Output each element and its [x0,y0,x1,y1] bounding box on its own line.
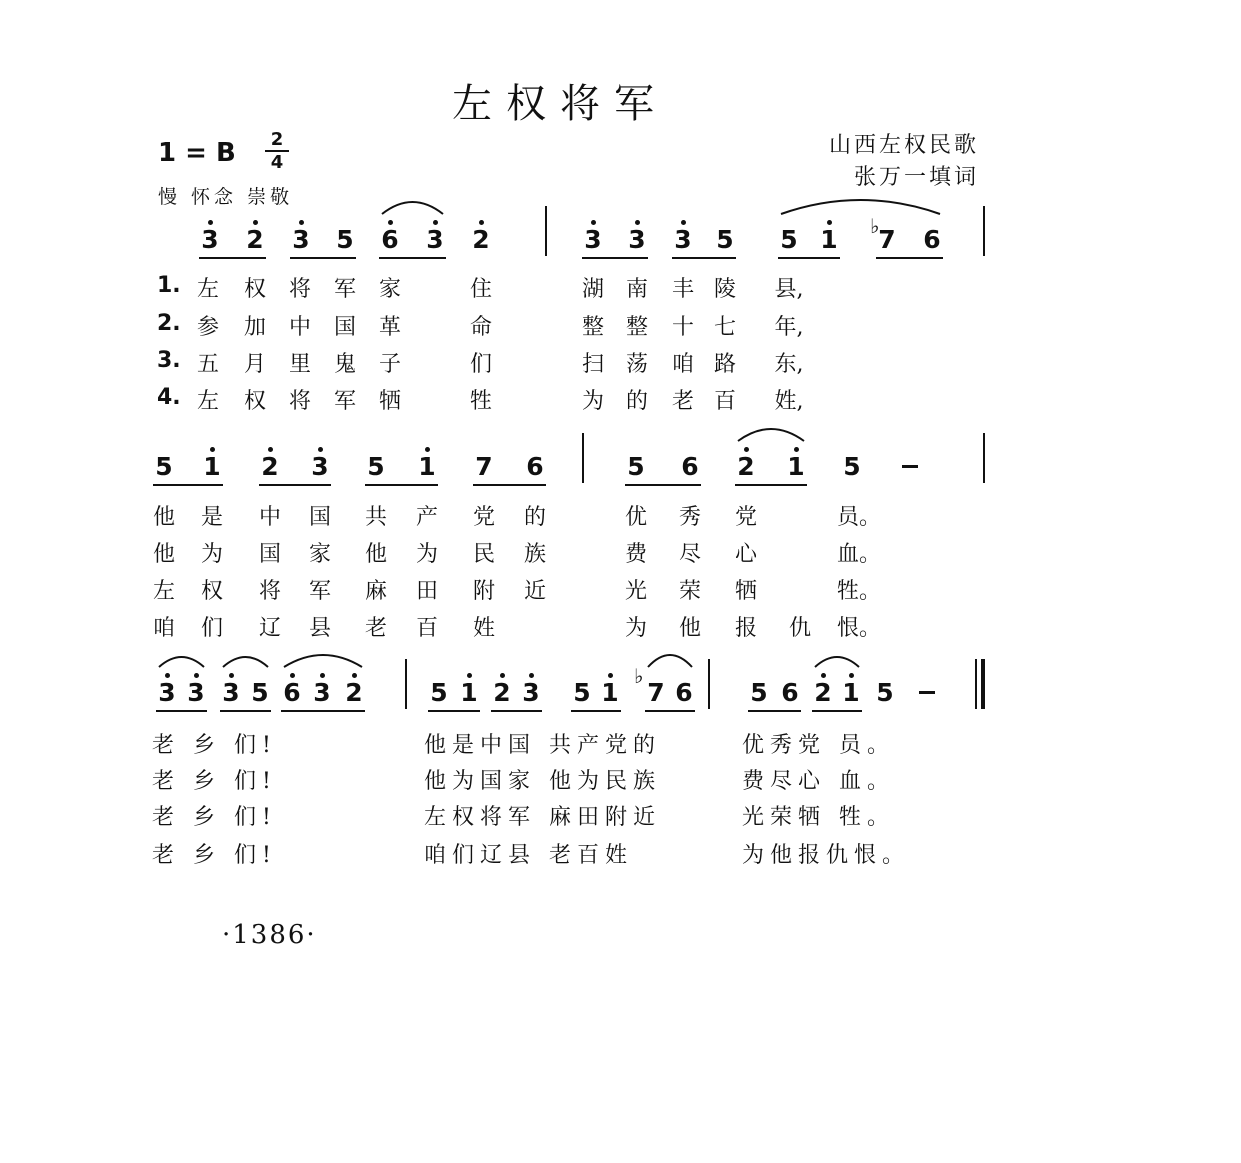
eighth-beam [491,710,542,712]
eighth-beam [778,257,840,259]
eighth-beam [571,710,621,712]
lyric-char: 共 [364,505,387,530]
lyric-char: 费 [624,542,647,567]
jianpu-note: 3 [313,678,331,707]
lyric-phrase: 老 乡 们! [152,733,277,758]
lyric-char: 为 [415,542,438,567]
lyric-char: 为 [200,542,223,567]
lyric-phrase: 光荣牺 牲。 [742,805,895,830]
jianpu-note: 6 [781,678,799,707]
jianpu-note: 3 [426,225,444,254]
eighth-beam [428,710,480,712]
octave-dot [827,220,832,225]
eighth-beam [645,710,695,712]
lyric-char: 左 [152,579,175,604]
jianpu-note: 1 [418,452,436,481]
lyric-char: 子 [378,352,401,377]
jianpu-note: 6 [283,678,301,707]
octave-dot [352,673,357,678]
lyric-char: 百 [415,616,438,641]
lyric-char: 牲 [469,389,492,414]
jianpu-note: 5 [627,452,645,481]
lyric-phrase: 左权将军 麻田附近 [424,805,661,830]
lyric-char: 左 [196,389,219,414]
jianpu-note: 3 [522,678,540,707]
lyric-char: 国 [308,505,331,530]
octave-dot [821,673,826,678]
jianpu-note: 5 [780,225,798,254]
lyric-char: 附 [472,579,495,604]
lyric-char: 的 [523,505,546,530]
lyric-char: 的 [625,389,648,414]
key-signature: 1 = B [158,138,236,168]
jianpu-note: 3 [628,225,646,254]
lyric-char: 七 [713,315,736,340]
lyric-char: 东, [774,352,804,377]
time-signature-top: 2 [270,129,284,150]
lyric-char: 近 [523,579,546,604]
octave-dot [165,673,170,678]
lyric-char: 产 [415,505,438,530]
final-bar-line [981,659,985,709]
lyric-char: 年, [774,315,804,340]
jianpu-note: 6 [526,452,544,481]
bar-line [983,206,985,256]
jianpu-note: 3 [187,678,205,707]
lyric-char: 咱 [671,352,694,377]
slur-mark [779,196,942,216]
eighth-beam [156,710,207,712]
jianpu-note: 1 [601,678,619,707]
lyric-char: 权 [243,389,266,414]
octave-dot [320,673,325,678]
slur-mark [736,423,806,443]
sustain-dash [919,691,935,694]
octave-dot [253,220,258,225]
lyric-char: 路 [713,352,736,377]
lyric-char: 老 [671,389,694,414]
lyric-char: 将 [288,277,311,302]
jianpu-note: 3 [222,678,240,707]
jianpu-note: 5 [155,452,173,481]
eighth-beam [379,257,446,259]
lyric-char: 党 [472,505,495,530]
lyric-char: 家 [308,542,331,567]
jianpu-note: 5 [876,678,894,707]
slur-mark [157,649,206,669]
octave-dot [467,673,472,678]
bar-line [708,659,710,709]
octave-dot [479,220,484,225]
slur-mark [221,649,270,669]
lyric-char: 丰 [671,277,694,302]
lyric-char: 国 [333,315,356,340]
jianpu-note: 2 [814,678,832,707]
octave-dot [635,220,640,225]
lyric-char: 月 [243,352,266,377]
lyric-char: 整 [625,315,648,340]
jianpu-note: 6 [381,225,399,254]
lyric-char: 十 [671,315,694,340]
lyric-char: 是 [200,505,223,530]
lyric-char: 报 [734,616,757,641]
lyric-char: 党 [734,505,757,530]
lyric-char: 仇 [788,616,811,641]
page-number: ·1386· [222,920,317,950]
slur-mark [282,649,364,669]
jianpu-note: 3 [584,225,602,254]
lyric-char: 田 [415,579,438,604]
lyric-char: 扫 [581,352,604,377]
jianpu-note: 3 [292,225,310,254]
lyric-char: 他 [152,505,175,530]
lyric-char: 军 [308,579,331,604]
lyric-char: 麻 [364,579,387,604]
lyric-char: 里 [288,352,311,377]
lyric-char: 尽 [678,542,701,567]
octave-dot [268,447,273,452]
octave-dot [388,220,393,225]
octave-dot [210,447,215,452]
lyric-char: 国 [258,542,281,567]
octave-dot [433,220,438,225]
lyric-char: 中 [258,505,281,530]
jianpu-note: 7 [647,678,665,707]
jianpu-note: 1 [203,452,221,481]
jianpu-note: 1 [460,678,478,707]
slur-mark [646,649,694,669]
octave-dot [425,447,430,452]
lyric-char: 们 [469,352,492,377]
lyric-phrase: 老 乡 们! [152,769,277,794]
lyric-char: 湖 [581,277,604,302]
lyric-char: 住 [469,277,492,302]
lyric-char: 命 [469,315,492,340]
eighth-beam [290,257,356,259]
lyric-char: 员。 [837,505,882,530]
jianpu-note: 1 [842,678,860,707]
jianpu-note: 5 [367,452,385,481]
jianpu-note: 2 [246,225,264,254]
octave-dot [681,220,686,225]
lyric-char: 参 [196,315,219,340]
eighth-beam [735,484,807,486]
lyric-char: 鬼 [333,352,356,377]
octave-dot [318,447,323,452]
credit-source: 山西左权民歌 [828,133,979,158]
octave-dot [744,447,749,452]
lyric-char: 家 [378,277,401,302]
eighth-beam [582,257,648,259]
lyric-char: 优 [624,505,647,530]
jianpu-note: 7 [475,452,493,481]
eighth-beam [672,257,736,259]
jianpu-note: 7 [878,225,896,254]
lyric-char: 他 [678,616,701,641]
jianpu-note: 5 [336,225,354,254]
sustain-dash [902,465,918,468]
lyric-phrase: 费尽心 血。 [742,769,895,794]
lyric-char: 将 [288,389,311,414]
octave-dot [849,673,854,678]
lyric-char: 县, [774,277,804,302]
jianpu-note: 2 [261,452,279,481]
lyric-char: 辽 [258,616,281,641]
verse-number: 2. [157,311,181,336]
lyric-char: 秀 [678,505,701,530]
eighth-beam [625,484,701,486]
time-signature-bottom: 4 [270,152,284,173]
jianpu-note: 6 [923,225,941,254]
bar-line [975,659,977,709]
lyric-char: 陵 [713,277,736,302]
lyric-phrase: 优秀党 员。 [742,733,895,758]
song-title: 左权将军 [452,81,668,127]
octave-dot [608,673,613,678]
time-signature [265,130,289,172]
bar-line [582,433,584,483]
eighth-beam [281,710,365,712]
lyric-char: 为 [581,389,604,414]
flat-sign: ♭ [870,214,880,238]
jianpu-note: 1 [820,225,838,254]
lyric-char: 权 [243,277,266,302]
lyric-char: 南 [625,277,648,302]
verse-number: 4. [157,385,181,410]
jianpu-note: 5 [251,678,269,707]
lyric-char: 加 [243,315,266,340]
eighth-beam [876,257,943,259]
credit-lyricist: 张万一填词 [853,165,979,190]
bar-line [405,659,407,709]
lyric-char: 他 [152,542,175,567]
lyric-char: 们 [200,616,223,641]
eighth-beam [812,710,862,712]
lyric-char: 整 [581,315,604,340]
jianpu-note: 3 [158,678,176,707]
octave-dot [194,673,199,678]
octave-dot [529,673,534,678]
lyric-char: 革 [378,315,401,340]
octave-dot [208,220,213,225]
eighth-beam [473,484,546,486]
eighth-beam [748,710,801,712]
jianpu-note: 5 [716,225,734,254]
lyric-char: 牺 [734,579,757,604]
lyric-char: 百 [713,389,736,414]
octave-dot [591,220,596,225]
slur-mark [380,196,445,216]
lyric-phrase: 老 乡 们! [152,843,277,868]
lyric-char: 荣 [678,579,701,604]
lyric-char: 左 [196,277,219,302]
eighth-beam [365,484,438,486]
slur-mark [813,649,861,669]
lyric-char: 血。 [837,542,882,567]
bar-line [545,206,547,256]
jianpu-note: 3 [201,225,219,254]
lyric-phrase: 他为国家 他为民族 [424,769,661,794]
lyric-char: 为 [624,616,647,641]
eighth-beam [259,484,331,486]
jianpu-note: 5 [750,678,768,707]
octave-dot [794,447,799,452]
lyric-char: 光 [624,579,647,604]
lyric-char: 老 [364,616,387,641]
lyric-char: 恨。 [837,616,882,641]
lyric-phrase: 他是中国 共产党的 [424,733,661,758]
jianpu-note: 5 [843,452,861,481]
lyric-char: 族 [523,542,546,567]
jianpu-note: 5 [573,678,591,707]
lyric-char: 牲。 [837,579,882,604]
lyric-char: 姓 [472,616,495,641]
lyric-char: 荡 [625,352,648,377]
eighth-beam [220,710,271,712]
lyric-char: 咱 [152,616,175,641]
octave-dot [500,673,505,678]
lyric-phrase: 老 乡 们! [152,805,277,830]
jianpu-note: 6 [675,678,693,707]
tempo-marking: 慢 怀念 崇敬 [158,186,294,208]
eighth-beam [199,257,266,259]
lyric-char: 他 [364,542,387,567]
lyric-phrase: 咱们辽县 老百姓 [424,843,633,868]
lyric-char: 牺 [378,389,401,414]
lyric-char: 军 [333,277,356,302]
jianpu-note: 2 [493,678,511,707]
jianpu-note: 2 [737,452,755,481]
eighth-beam [153,484,223,486]
jianpu-note: 2 [472,225,490,254]
verse-number: 3. [157,348,181,373]
lyric-char: 心 [734,542,757,567]
lyric-char: 将 [258,579,281,604]
octave-dot [229,673,234,678]
lyric-phrase: 为他报仇恨。 [742,843,911,868]
octave-dot [299,220,304,225]
lyric-char: 军 [333,389,356,414]
jianpu-note: 3 [674,225,692,254]
jianpu-note: 5 [430,678,448,707]
lyric-char: 中 [288,315,311,340]
verse-number: 1. [157,273,181,298]
octave-dot [290,673,295,678]
flat-sign: ♭ [634,664,644,688]
lyric-char: 民 [472,542,495,567]
jianpu-note: 2 [345,678,363,707]
bar-line [983,433,985,483]
lyric-char: 姓, [774,389,804,414]
lyric-char: 权 [200,579,223,604]
jianpu-note: 3 [311,452,329,481]
jianpu-note: 1 [787,452,805,481]
jianpu-note: 6 [681,452,699,481]
lyric-char: 五 [196,352,219,377]
lyric-char: 县 [308,616,331,641]
